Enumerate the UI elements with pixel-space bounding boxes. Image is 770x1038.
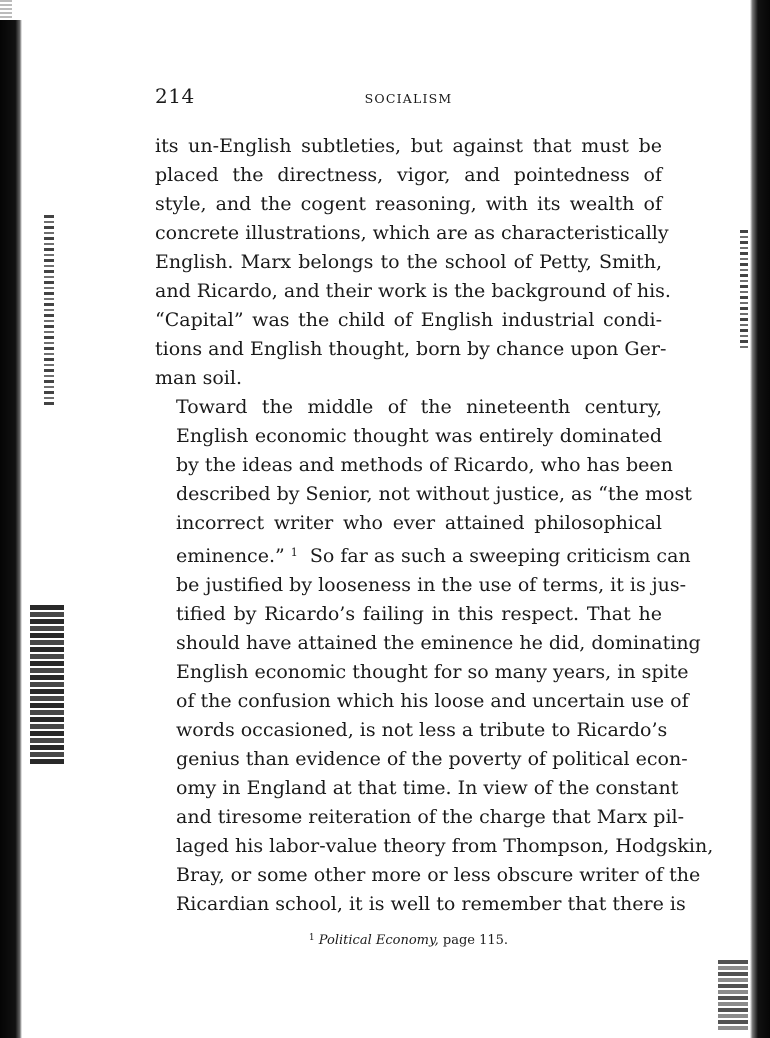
text-line: genius than evidence of the poverty of political econ- bbox=[176, 748, 688, 770]
text-line: man soil. bbox=[155, 367, 243, 389]
text-line: concrete illustrations, which are as characteristically bbox=[155, 222, 669, 244]
scan-artifact bbox=[44, 215, 54, 405]
text-line: described by Senior, not without justice, as “the most bbox=[176, 483, 692, 505]
scan-artifact bbox=[30, 605, 64, 765]
text-line: of the confusion which his loose and uncertain use of bbox=[176, 690, 689, 712]
footnote-mark: 1 bbox=[308, 933, 315, 943]
text-fragment: So far as such a sweeping criticism can bbox=[309, 545, 691, 567]
body-text bbox=[155, 132, 714, 919]
text-line: tified by Ricardo’s failing in this respect. That he bbox=[176, 603, 662, 625]
text-line: should have attained the eminence he did, dominating bbox=[176, 632, 701, 654]
text-line: and tiresome reiteration of the charge that Marx pil- bbox=[176, 806, 685, 828]
text-fragment: eminence.” bbox=[176, 545, 285, 567]
footnote-reference: 1 bbox=[290, 546, 298, 559]
paragraph-2 bbox=[155, 393, 714, 919]
text-line-with-footnote bbox=[155, 538, 691, 571]
text-line: and Ricardo, and their work is the background of his. bbox=[155, 280, 671, 302]
text-line: Ricardian school, it is well to remember that there is bbox=[176, 893, 686, 915]
text-line: placed the directness, vigor, and pointedness of bbox=[155, 164, 662, 186]
scan-edge-right bbox=[750, 0, 770, 1038]
scan-artifact bbox=[740, 230, 748, 350]
text-line: by the ideas and methods of Ricardo, who has been bbox=[176, 454, 673, 476]
footnote-page: page 115. bbox=[442, 933, 509, 948]
text-line: be justified by looseness in the use of terms, it is jus- bbox=[176, 574, 687, 596]
text-line: English economic thought for so many years, in spite bbox=[176, 661, 689, 683]
footnote bbox=[155, 933, 662, 948]
scan-edge-left bbox=[0, 20, 22, 1038]
text-line: laged his labor-value theory from Thompson, Hodgskin, bbox=[176, 835, 714, 857]
text-line: English economic thought was entirely dominated bbox=[176, 425, 662, 447]
book-page bbox=[155, 84, 714, 948]
text-line: “Capital” was the child of English industrial condi- bbox=[155, 309, 662, 331]
scan-artifact bbox=[718, 960, 748, 1030]
text-line: omy in England at that time. In view of the constant bbox=[176, 777, 679, 799]
page-number: 214 bbox=[155, 84, 195, 108]
footnote-title: Political Economy, bbox=[318, 933, 439, 948]
running-head: SOCIALISM bbox=[364, 91, 453, 106]
text-line: Toward the middle of the nineteenth century, bbox=[176, 396, 662, 418]
page-header bbox=[155, 84, 662, 120]
text-line: English. Marx belongs to the school of Petty, Smith, bbox=[155, 251, 662, 273]
text-line: its un-English subtleties, but against that must be bbox=[155, 135, 662, 157]
text-line: tions and English thought, born by chance upon Ger- bbox=[155, 338, 667, 360]
text-line: incorrect writer who ever attained philosophical bbox=[176, 512, 662, 534]
text-line: Bray, or some other more or less obscure writer of the bbox=[176, 864, 701, 886]
text-line: words occasioned, is not less a tribute to Ricardo’s bbox=[176, 719, 668, 741]
text-line: style, and the cogent reasoning, with its wealth of bbox=[155, 193, 662, 215]
paragraph-1 bbox=[155, 132, 671, 393]
